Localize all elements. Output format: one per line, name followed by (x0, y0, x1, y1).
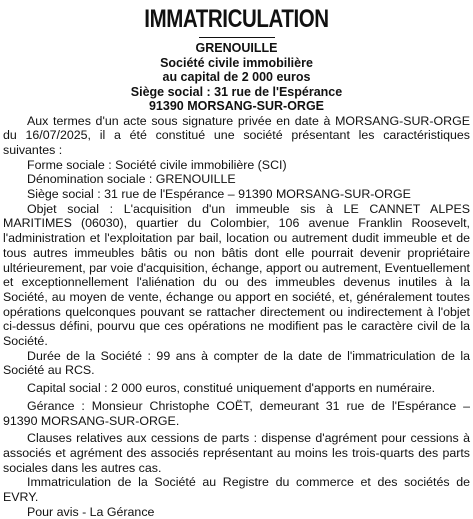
paragraph-share-transfers: Clauses relatives aux cessions de parts : dispense d'agrément pour cessions à associés et agrément des associés représentant au moins les trois-quarts des parts sociales dans les autres cas. (3, 431, 470, 475)
company-city: 91390 MORSANG-SUR-ORGE (3, 99, 470, 114)
title-divider (199, 37, 275, 38)
paragraph-company-name: Dénomination sociale : GRENOUILLE (3, 172, 470, 187)
company-header (3, 41, 470, 114)
company-seat: Siège social : 31 rue de l'Espérance (3, 85, 470, 100)
paragraph-management: Gérance : Monsieur Christophe COËT, demeurant 31 rue de l'Espérance – 91390 MORSANG-SUR-ORGE. (3, 399, 470, 428)
notice-body (3, 114, 470, 519)
paragraph-registration: Immatriculation de la Société au Registre du commerce et des sociétés de EVRY. (3, 475, 470, 504)
company-capital: au capital de 2 000 euros (3, 70, 470, 85)
company-form: Société civile immobilière (3, 56, 470, 71)
paragraph-purpose: Objet social : L'acquisition d'un immeuble sis à LE CANNET ALPES MARITIMES (06030), quartier du Colombier, 106 avenue Franklin Roosevelt, l'administration et l'exploitation par bail, location ou autrement dudit immeuble et de tous autres immeubles bâtis ou non bâtis dont elle pourrait devenir propriétaire ultérieurement, par voie d'acquisition, échange, apport ou autrement, Eventuellement et exceptionnellement l'aliénation du ou des immeubles devenus inutiles à la Société, au moyen de vente, échange ou apport en société, et, généralement toutes opérations quelconques pouvant se rattacher directement ou indirectement à l'objet ci-dessus défini, pourvu que ces opérations ne modifient pas le caractère civil de la Société. (3, 202, 470, 349)
paragraph-deed: Aux termes d'un acte sous signature privée en date à MORSANG-SUR-ORGE du 16/07/2025, il a été constitué une société présentant les caractéristiques suivantes : (3, 114, 470, 158)
notice-title: IMMATRICULATION (45, 6, 428, 33)
paragraph-legal-form: Forme sociale : Société civile immobilière (SCI) (3, 158, 470, 173)
paragraph-signature: Pour avis - La Gérance (3, 505, 470, 519)
paragraph-registered-office: Siège social : 31 rue de l'Espérance – 91390 MORSANG-SUR-ORGE (3, 187, 470, 202)
paragraph-duration: Durée de la Société : 99 ans à compter de la date de l'immatriculation de la Société au RCS. (3, 349, 470, 378)
paragraph-capital: Capital social : 2 000 euros, constitué uniquement d'apports en numéraire. (3, 381, 470, 396)
company-name: GRENOUILLE (3, 41, 470, 56)
